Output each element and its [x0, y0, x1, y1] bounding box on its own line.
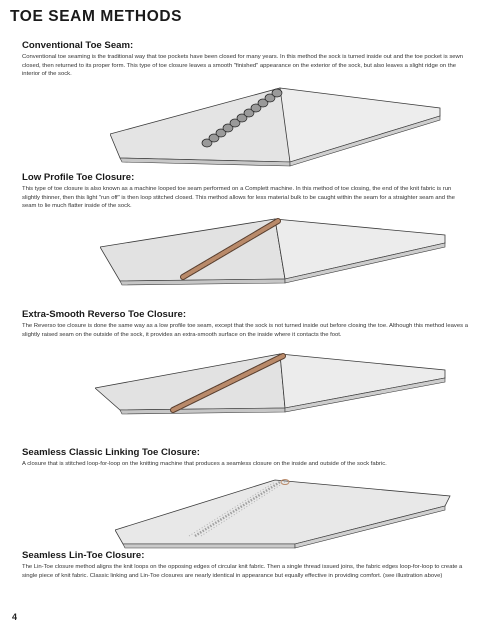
section-seamless-classic-linking: [22, 447, 468, 469]
section-body: This type of toe closure is also known as a machine looped toe seam performed on a Complett machine. In this method of toe closing, the end of the knit fabric is run slightly thinner, then this light "run off" is then loop stitched closed. This method allows for less material bulk to be caught within the seam for a straighter seam and the seam to lie much flatter inside of the sock.: [22, 186, 455, 210]
section-title: Seamless Classic Linking Toe Closure:: [22, 447, 200, 458]
section-conventional-toe-seam: [22, 40, 468, 79]
low-profile-seam-illustration: [100, 213, 450, 291]
linking-seam-illustration: [115, 474, 455, 550]
page-title: TOE SEAM METHODS: [10, 8, 183, 25]
conventional-seam-illustration: [110, 80, 450, 170]
reverso-seam-illustration: [95, 350, 450, 420]
section-body: The Reverso toe closure is done the same way as a low profile toe seam, except that the sock is not turned inside out before closing the toe. Although this method leaves a slightly raised seam on the outside of the sock, it provides an extra-smooth surface on the inside where it contacts the foot.: [22, 323, 468, 338]
section-low-profile-toe-closure: [22, 172, 468, 211]
page-number: 4: [12, 612, 18, 622]
section-body: Conventional toe seaming is the traditional way that toe pockets have been closed for many years. In this method the sock is turned inside out and the toe pocket is sewn closed, then returned to its proper form. This type of toe closure leaves a smooth "finished" appearance on the exterior of the sock, but also leaves a slight ridge on the interior of the sock.: [22, 54, 464, 78]
section-title: Low Profile Toe Closure:: [22, 172, 135, 183]
section-title: Conventional Toe Seam:: [22, 40, 134, 51]
section-body: The Lin-Toe closure method aligns the knit loops on the opposing edges of circular knit fabric. Then a single thread issued joins, the fabric edges loop-for-loop to create a single piece of knit fabric. Classic linking and Lin-Toe closures are nearly identical in appearance but equally effective in providing comfort. (see illustration above): [22, 564, 463, 579]
section-seamless-lin-toe: [22, 550, 468, 580]
section-body: A closure that is stitched loop-for-loop on the knitting machine that produces a seamless closure on the inside and outside of the sock fabric.: [22, 461, 387, 467]
section-extra-smooth-reverso: [22, 309, 468, 339]
section-title: Extra-Smooth Reverso Toe Closure:: [22, 309, 187, 320]
section-title: Seamless Lin-Toe Closure:: [22, 550, 145, 561]
